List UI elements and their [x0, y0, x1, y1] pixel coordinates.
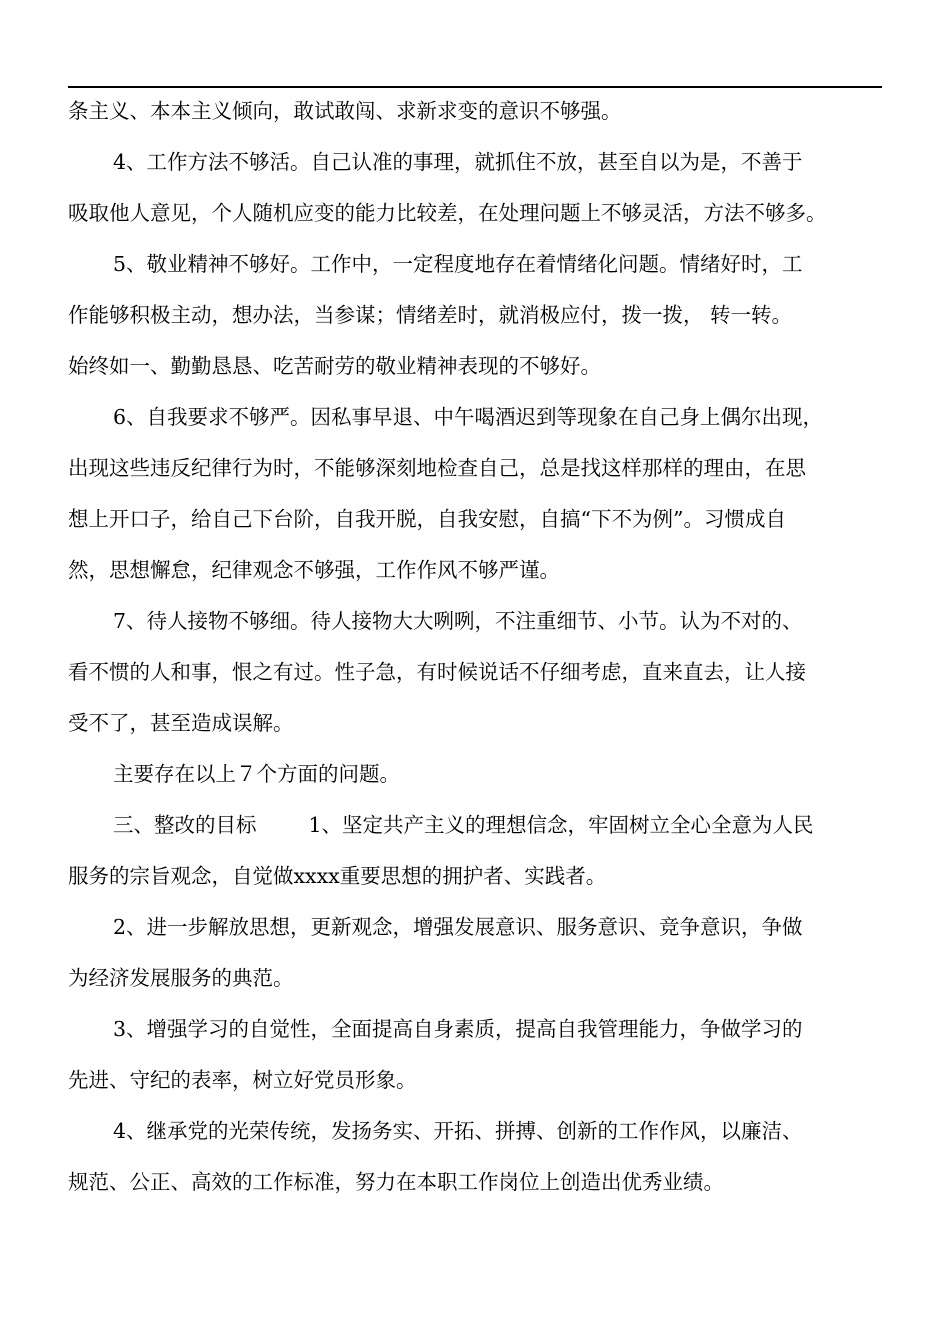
text-line: 为经济发展服务的典范。: [68, 966, 294, 990]
text-line: 服务的宗旨观念，自觉做xxxx重要思想的拥护者、实践者。: [68, 864, 607, 888]
text-line: 5、敬业精神不够好。工作中，一定程度地存在着情绪化问题。情绪好时，工: [113, 252, 803, 276]
text-line: 受不了，甚至造成误解。: [68, 711, 294, 735]
text-line: 6、自我要求不够严。因私事早退、中午喝酒迟到等现象在自己身上偶尔出现，: [113, 405, 824, 429]
text-line: 7、待人接物不够细。待人接物大大咧咧，不注重细节、小节。认为不对的、: [113, 609, 803, 633]
text-line: 始终如一、勤勤恳恳、吃苦耐劳的敬业精神表现的不够好。: [68, 354, 601, 378]
text-line: 规范、公正、高效的工作标准，努力在本职工作岗位上创造出优秀业绩。: [68, 1170, 724, 1194]
header-rule: [68, 86, 882, 88]
text-line: 出现这些违反纪律行为时，不能够深刻地检查自己，总是找这样那样的理由，在思: [68, 456, 806, 480]
text-line: 2、进一步解放思想，更新观念，增强发展意识、服务意识、竞争意识，争做: [113, 915, 803, 939]
text-line: 看不惯的人和事，恨之有过。性子急，有时候说话不仔细考虑，直来直去，让人接: [68, 660, 806, 684]
text-line: 吸取他人意见，个人随机应变的能力比较差，在处理问题上不够灵活，方法不够多。: [68, 201, 827, 225]
section-heading-line: [113, 813, 814, 837]
text-line: 先进、守纪的表率，树立好党员形象。: [68, 1068, 417, 1092]
text-line: 想上开口子，给自己下台阶，自我开脱，自我安慰，自搞“下不为例”。习惯成自: [68, 507, 786, 531]
text-line: 4、工作方法不够活。自己认准的事理，就抓住不放，甚至自以为是，不善于: [113, 150, 803, 174]
text-line: 1、坚定共产主义的理想信念，牢固树立全心全意为人民: [308, 813, 814, 837]
text-line: 条主义、本本主义倾向，敢试敢闯、求新求变的意识不够强。: [68, 99, 622, 123]
text-line: 然，思想懈怠，纪律观念不够强，工作作风不够严谨。: [68, 558, 560, 582]
text-line: 主要存在以上７个方面的问题。: [113, 762, 400, 786]
text-line: 作能够积极主动，想办法，当参谋；情绪差时，就消极应付，拨一拨， 转一转。: [68, 303, 793, 327]
text-line: 3、增强学习的自觉性，全面提高自身素质，提高自我管理能力，争做学习的: [113, 1017, 803, 1041]
text-line: 4、继承党的光荣传统，发扬务实、开拓、拼搏、创新的工作作风，以廉洁、: [113, 1119, 803, 1143]
section-heading: 三、整改的目标: [113, 813, 257, 837]
